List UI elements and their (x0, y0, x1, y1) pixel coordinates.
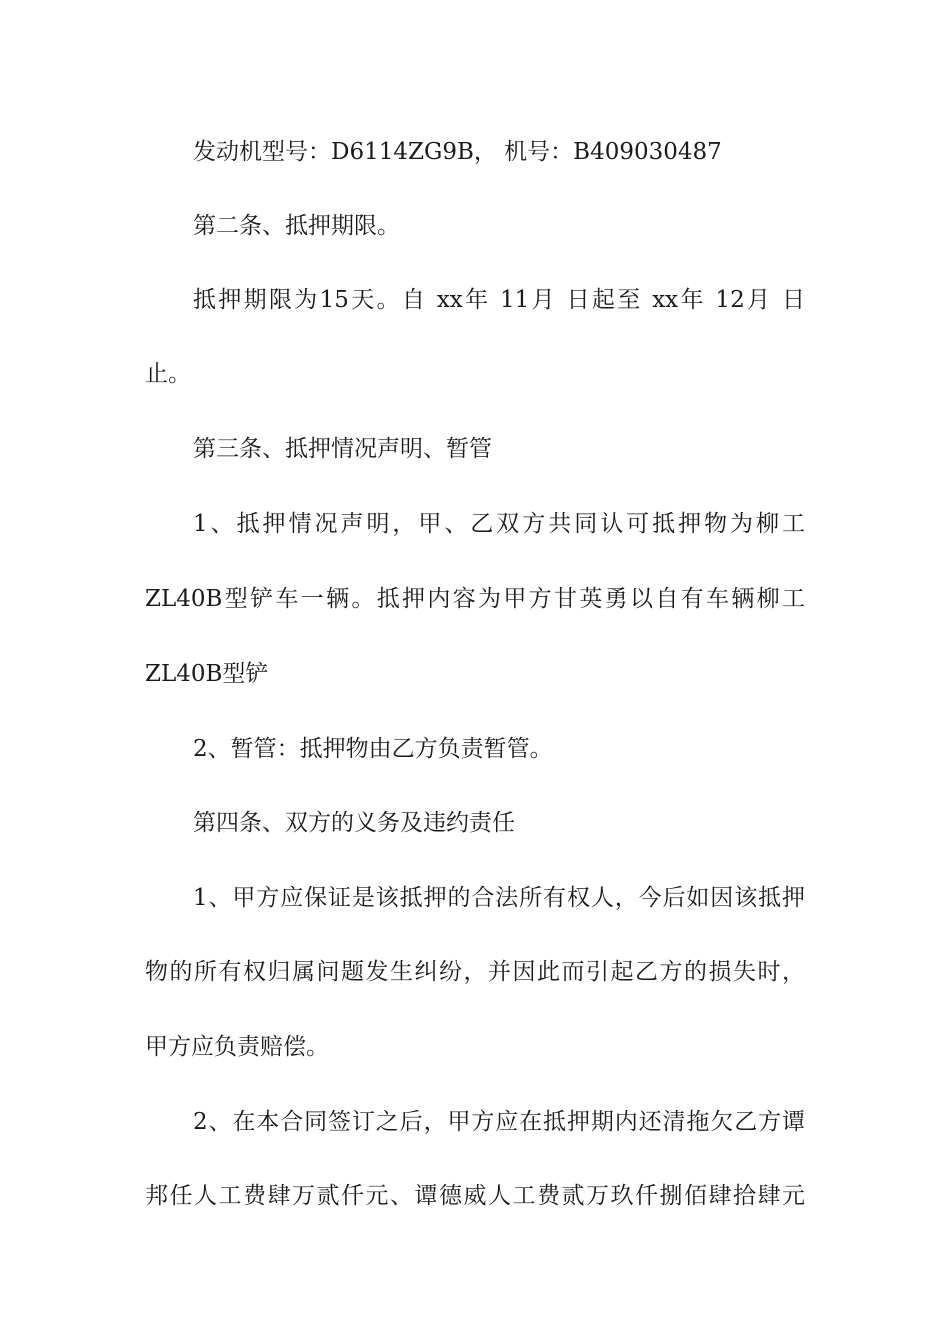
mortgage-statement-line-3: ZL40B型铲 (145, 661, 269, 687)
custody-line: 2、暂管：抵押物由乙方负责暂管。 (193, 736, 553, 762)
engine-model-line: 发动机型号：D6114ZG9B， 机号：B409030487 (193, 139, 722, 165)
mortgage-statement-line-1: 1、抵押情况声明，甲、乙双方共同认可抵押物为柳工 (193, 511, 805, 537)
article-4-heading: 第四条、双方的义务及违约责任 (193, 810, 515, 836)
mortgage-term-line-2: 止。 (145, 361, 191, 387)
obligation-2-line-2: 邦任人工费肆万贰仟元、谭德威人工费贰万玖仟捌佰肆拾肆元 (145, 1183, 805, 1209)
obligation-2-line-1: 2、在本合同签订之后，甲方应在抵押期内还清拖欠乙方谭 (193, 1109, 805, 1135)
obligation-1-line-2: 物的所有权归属问题发生纠纷，并因此而引起乙方的损失时， (145, 959, 805, 985)
obligation-1-line-1: 1、甲方应保证是该抵押的合法所有权人，今后如因该抵押 (193, 885, 805, 911)
mortgage-term-line-1: 抵押期限为15天。自 xx年 11月 日起至 xx年 12月 日 (193, 287, 805, 313)
mortgage-statement-line-2: ZL40B型铲车一辆。抵押内容为甲方甘英勇以自有车辆柳工 (145, 586, 805, 612)
obligation-1-line-3: 甲方应负责赔偿。 (145, 1034, 329, 1060)
article-3-heading: 第三条、抵押情况声明、暂管 (193, 436, 492, 462)
article-2-heading: 第二条、抵押期限。 (193, 213, 400, 239)
